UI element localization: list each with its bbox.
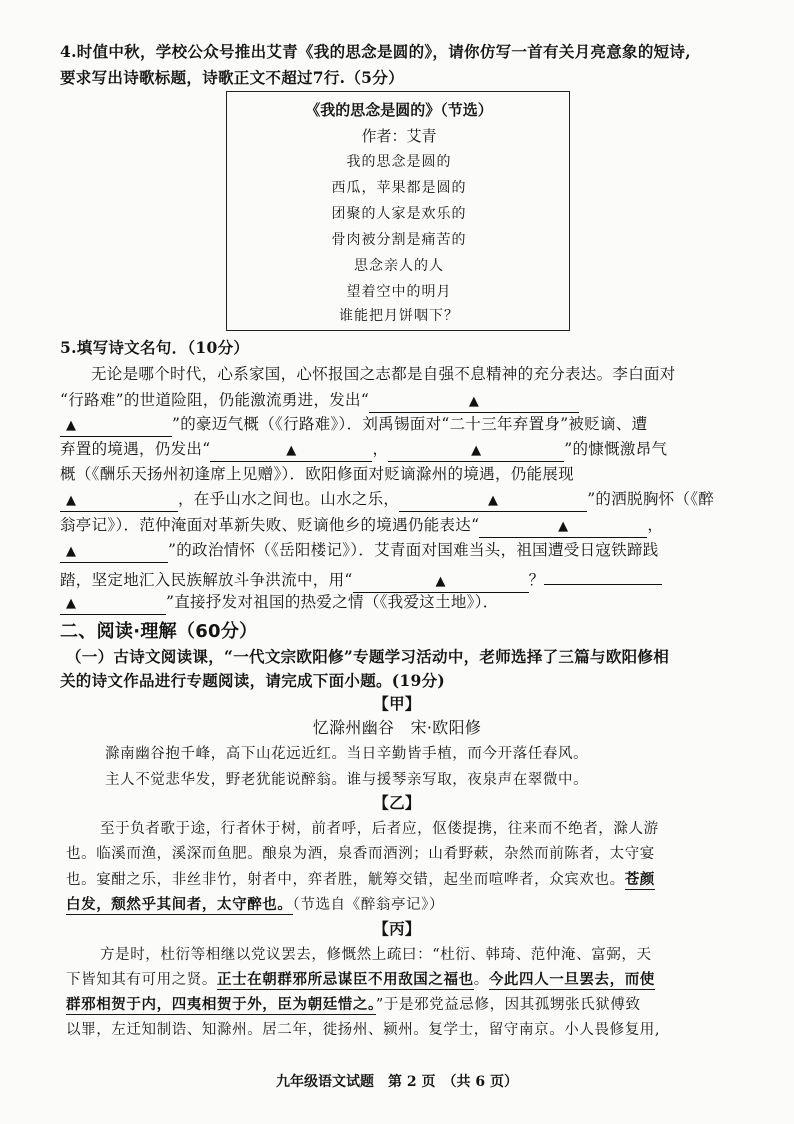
q5-paragraph-line: 翁亭记》）．范仲淹面对革新失败、贬谪他乡的境遇仍能表达“ ▲ ， [60, 513, 663, 538]
q4-prompt-line2: 要求写出诗歌标题，诗歌正文不超过7行.（5分） [60, 68, 404, 87]
q5-paragraph-line: 概（《酬乐天扬州初逢席上见赠》）．欧阳修面对贬谪滁州的境遇，仍能展现 [60, 465, 574, 483]
page-footer: 九年级语文试题 第 2 页 （共 6 页） [276, 1074, 518, 1090]
prose-line-bing: 以罪，左迁知制诰、知滁州。居二年，徙扬州、颍州。复学士，留守南京。小人畏修复用, [66, 1022, 661, 1038]
prose-line-bing: 方是时，杜衍等相继以党议罢去，修慨然上疏曰：“杜衍、韩琦、范仲淹、富弼，天 [100, 947, 652, 963]
prose-line-yi: 至于负者歌于途，行者休于树，前者呼，后者应，伛偻提携，往来而不绝者，滁人游 [100, 821, 659, 837]
answer-blank[interactable]: ▲ [60, 594, 166, 615]
poem-line-jia: 滁南幽谷抱千峰，高下山花远近红。当日辛勤皆手植，而今开落任春风。 [105, 746, 589, 762]
prose-line-bing: 下皆知其有可用之贤。正士在朝群邪所忌谋臣不用敌国之福也。今此四人一旦罢去，而使 [66, 971, 655, 988]
answer-blank[interactable]: ▲ [60, 542, 168, 563]
prose-line-yi: 白发，颓然乎其间者，太守醉也。（节选自《醉翁亭记》） [66, 896, 445, 913]
section-heading: 二、阅读·理解（60分） [60, 621, 258, 642]
answer-blank[interactable] [544, 564, 662, 585]
section-intro-line1: （一）古诗文阅读课，“一代文宗欧阳修”专题学习活动中，老师选择了三篇与欧阳修相 [66, 647, 670, 666]
answer-blank[interactable]: ▲ [479, 517, 647, 538]
q5-paragraph-line: 弃置的境遇，仍发出“ ▲ ， ▲ ”的慷慨激昂气 [60, 437, 667, 462]
text-label-bing: 【丙】 [373, 919, 421, 938]
text-label-yi: 【乙】 [373, 793, 421, 812]
q5-heading: 5.填写诗文名句．（10分） [60, 338, 250, 357]
underlined-sentence: 今此四人一旦罢去，而使 [488, 971, 655, 988]
poem-line: 西瓜，苹果都是圆的 [331, 180, 467, 196]
poem-line-jia: 主人不觉悲华发，野老犹能说醉翁。谁与援琴亲写取，夜泉声在翠微中。 [105, 772, 589, 788]
underlined-sentence: 群邪相贺于内，四夷相贺于外，臣为朝廷惜之。 [66, 996, 376, 1013]
poem-line: 团聚的人家是欢乐的 [331, 206, 467, 222]
q5-paragraph-line: ▲ ，在乎山水之间也。山水之乐， ▲ ”的洒脱胸怀（《醉 [60, 487, 714, 512]
q5-paragraph-line: ▲ ”的政治情怀（《岳阳楼记》）．艾青面对国难当头，祖国遭受日寇铁蹄践 [60, 538, 659, 563]
q5-paragraph-line: 踏，坚定地汇入民族解放斗争洪流中，用“ ▲ ？ [60, 564, 662, 593]
prose-line-yi: 也。宴酣之乐，非丝非竹，射者中，弈者胜，觥筹交错，起坐而喧哗者，众宾欢也。苍颜 [66, 871, 655, 888]
prose-line-yi: 也。临溪而渔，溪深而鱼肥。酿泉为酒，泉香而酒洌；山肴野蔌，杂然而前陈者，太守宴 [66, 846, 655, 862]
text-label-jia: 【甲】 [373, 694, 421, 713]
poem-line: 思念亲人的人 [354, 258, 444, 274]
underlined-sentence: 正士在朝群邪所忌谋臣不用敌国之福也 [217, 971, 474, 988]
underlined-sentence: 白发，颓然乎其间者，太守醉也。 [66, 896, 293, 913]
poem-line: 谁能把月饼咽下？ [339, 308, 459, 324]
answer-blank[interactable]: ▲ [353, 572, 529, 593]
answer-blank[interactable]: ▲ [60, 416, 172, 437]
section-intro-line2: 关的诗文作品进行专题阅读，请完成下面小题。(19分) [60, 671, 446, 690]
answer-blank[interactable]: ▲ [399, 491, 587, 512]
q5-paragraph-line: ▲ ”的豪迈气概（《行路难》）．刘禹锡面对“二十三年弃置身”被贬谪、遭 [60, 412, 647, 437]
poem-line: 望着空中的明月 [346, 284, 452, 300]
underlined-sentence: 苍颜 [624, 871, 655, 888]
q4-prompt-line1: 4.时值中秋，学校公众号推出艾青《我的思念是圆的》，请你仿写一首有关月亮意象的短诗, [60, 42, 691, 61]
poem-author: 作者：艾青 [361, 127, 437, 145]
answer-blank[interactable]: ▲ [388, 441, 564, 462]
poem-title-jia: 忆滁州幽谷 宋·欧阳修 [312, 718, 482, 737]
poem-title: 《我的思念是圆的》（节选） [305, 101, 493, 119]
q5-paragraph-line: “行路难”的世道险阻，仍能激流勇进，发出“ ▲ [60, 388, 579, 413]
answer-blank[interactable]: ▲ [369, 392, 579, 413]
prose-line-bing: 群邪相贺于内，四夷相贺于外，臣为朝廷惜之。”于是邪党益忌修，因其孤甥张氏狱傅致 [66, 996, 641, 1013]
q5-paragraph-line: 无论是哪个时代，心系家国，心怀报国之志都是自强不息精神的充分表达。李白面对 [91, 365, 676, 383]
poem-line: 我的思念是圆的 [346, 154, 452, 170]
poem-line: 骨肉被分割是痛苦的 [331, 232, 467, 248]
q5-paragraph-line: ▲ ”直接抒发对祖国的热爱之情（《我爱这土地》）． [60, 590, 499, 615]
poem-box [226, 91, 570, 331]
answer-blank[interactable]: ▲ [210, 441, 372, 462]
answer-blank[interactable]: ▲ [60, 491, 178, 512]
